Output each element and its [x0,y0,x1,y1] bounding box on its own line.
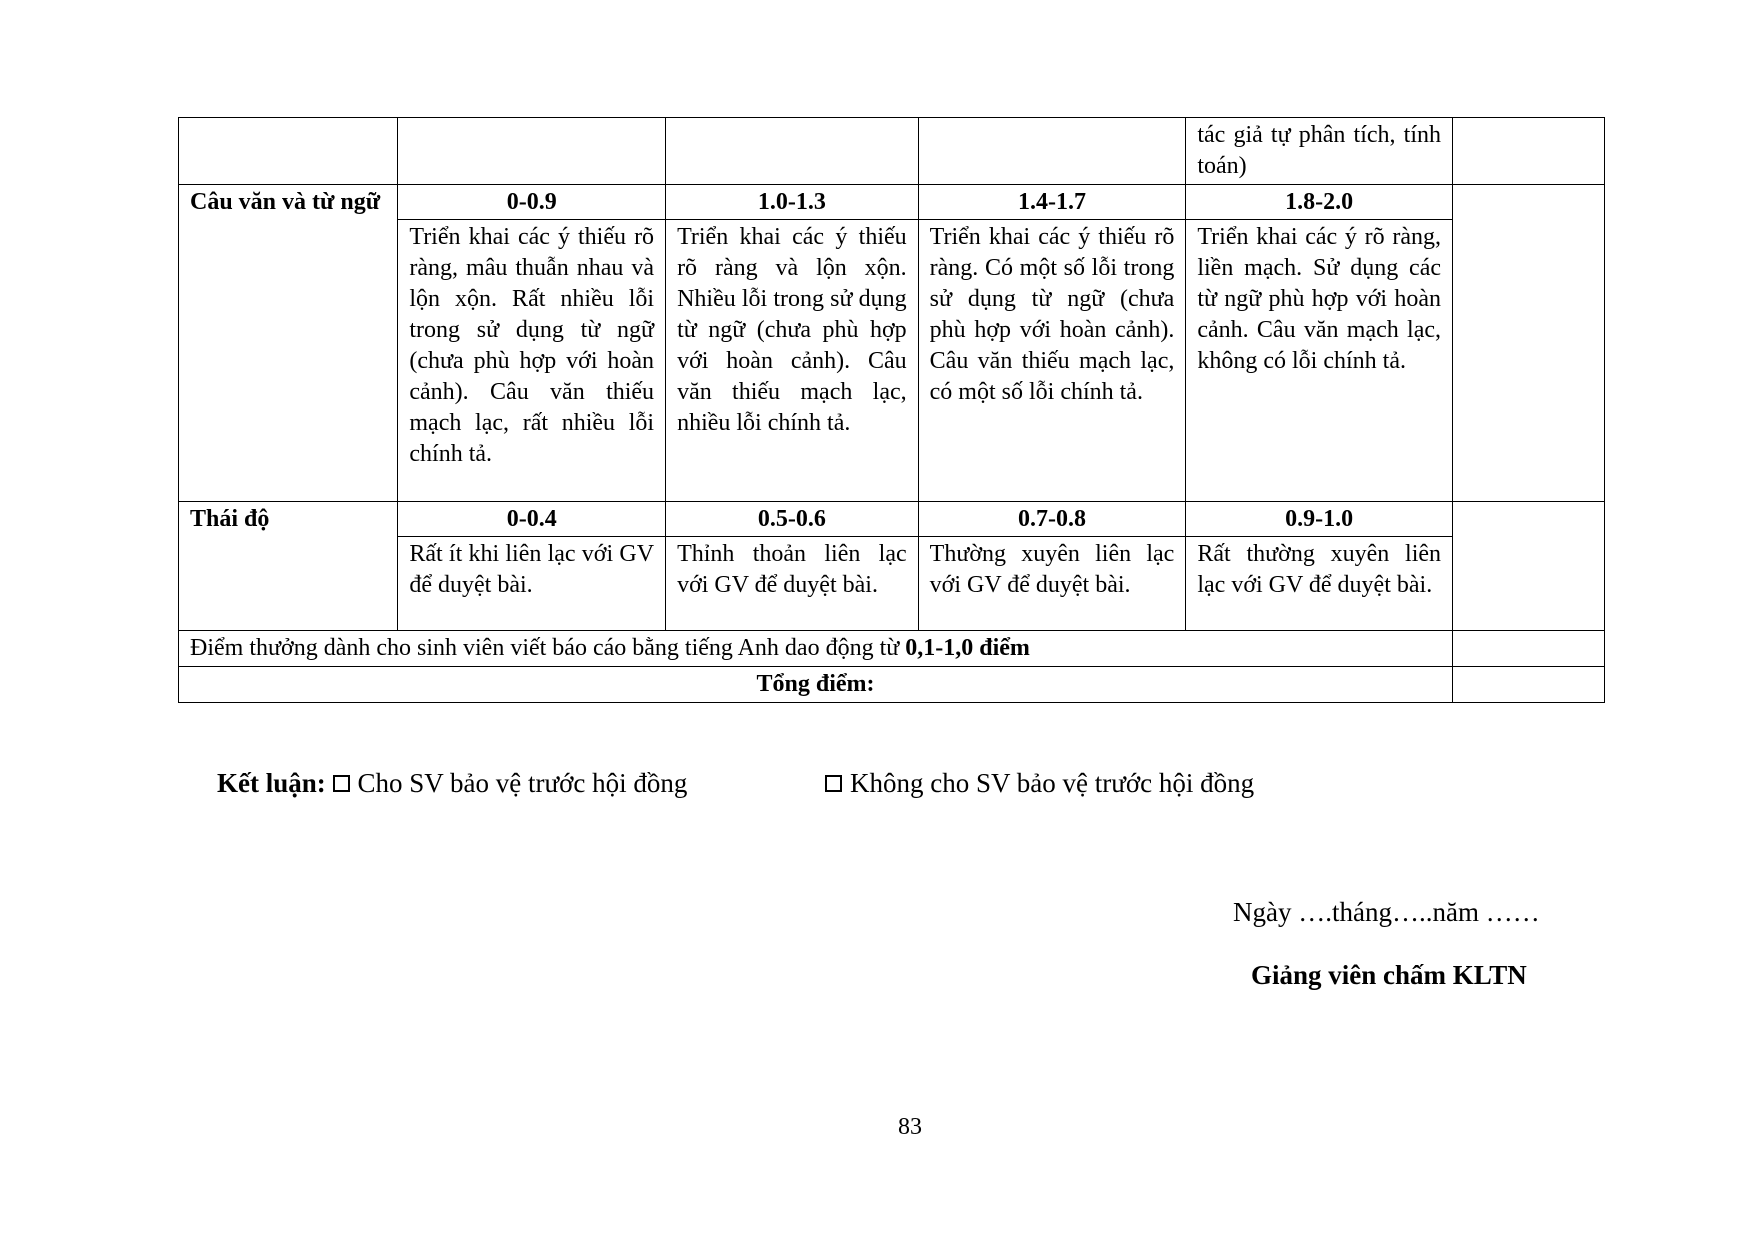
criterion-label: Thái độ [179,502,398,631]
score-range: 1.8-2.0 [1186,185,1453,220]
bonus-range: 0,1-1,0 điểm [905,635,1030,661]
score-cell [1453,185,1605,502]
range-row [179,502,1605,537]
score-range: 0.5-0.6 [666,502,919,537]
level-description: Triển khai các ý rõ ràng, liền mạch. Sử dụng các từ ngữ phù hợp với hoàn cảnh. Câu văn mạch lạc, không có lỗi chính tả. [1186,220,1453,502]
score-cell [1453,502,1605,631]
empty-cell [179,118,398,185]
score-range: 0.7-0.8 [918,502,1186,537]
page-number: 83 [898,1114,922,1140]
score-range: 0-0.4 [398,502,666,537]
empty-cell [398,118,666,185]
score-range: 1.4-1.7 [918,185,1186,220]
total-score-cell [1453,667,1605,703]
level-description: Rất ít khi liên lạc với GV để duyệt bài. [398,537,666,631]
signer-title: Giảng viên chấm KLTN [1251,960,1527,990]
level-description: Triển khai các ý thiếu rõ ràng, mâu thuẫn nhau và lộn xộn. Rất nhiều lỗi trong sử dụng từ ngữ (chưa phù hợp với hoàn cảnh). Câu văn thiếu mạch lạc, rất nhiều lỗi chính tả. [398,220,666,502]
level-description: Triển khai các ý thiếu rõ ràng. Có một số lỗi trong sử dụng từ ngữ (chưa phù hợp với hoàn cảnh). Câu văn thiếu mạch lạc, có một số lỗi chính tả. [918,220,1186,502]
total-label: Tổng điểm: [179,667,1453,703]
checkbox-allow[interactable] [333,775,350,792]
level-description: Rất thường xuyên liên lạc với GV để duyệt bài. [1186,537,1453,631]
bonus-cell [179,631,1453,667]
bonus-row [179,631,1605,667]
option-allow-label: Cho SV bảo vệ trước hội đồng [357,768,688,798]
total-row [179,667,1605,703]
score-range: 0-0.9 [398,185,666,220]
empty-cell [918,118,1186,185]
score-range: 0.9-1.0 [1186,502,1453,537]
continuation-row [179,118,1605,185]
level-description: Thỉnh thoản liên lạc với GV để duyệt bài. [666,537,919,631]
level-description: Thường xuyên liên lạc với GV để duyệt bài. [918,537,1186,631]
option-deny-label: Không cho SV bảo vệ trước hội đồng [850,768,1255,798]
conclusion-label: Kết luận: [217,768,326,798]
date-line: Ngày ….tháng…..năm …… [1233,897,1540,927]
criterion-label: Câu văn và từ ngữ [179,185,398,502]
range-row [179,185,1605,220]
score-cell [1453,631,1605,667]
continuation-text: tác giả tự phân tích, tính toán) [1186,118,1453,185]
score-cell [1453,118,1605,185]
conclusion-line [217,768,687,799]
conclusion-option-deny [825,768,1254,799]
bonus-text: Điểm thưởng dành cho sinh viên viết báo cáo bằng tiếng Anh dao động từ [190,635,906,661]
grading-rubric-table [178,117,1605,703]
score-range: 1.0-1.3 [666,185,919,220]
level-description: Triển khai các ý thiếu rõ ràng và lộn xộn. Nhiều lỗi trong sử dụng từ ngữ (chưa phù hợp với hoàn cảnh). Câu văn thiếu mạch lạc, nhiều lỗi chính tả. [666,220,919,502]
empty-cell [666,118,919,185]
checkbox-deny[interactable] [825,775,842,792]
